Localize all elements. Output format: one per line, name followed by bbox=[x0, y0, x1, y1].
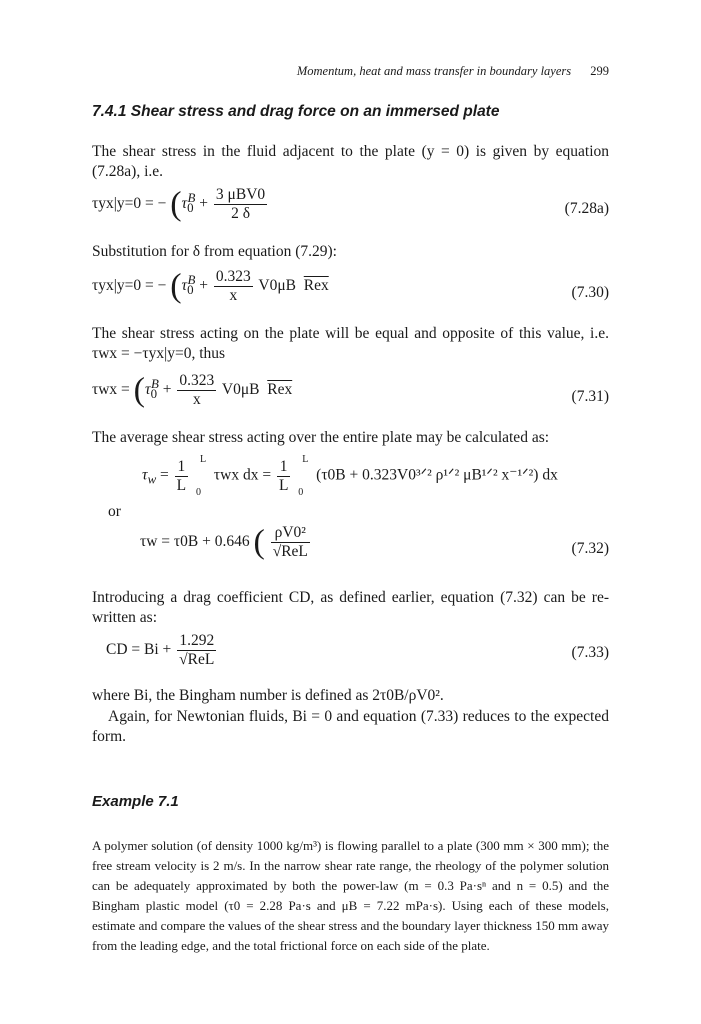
eqavg-L-2: L bbox=[278, 476, 289, 494]
eqavg-one-1: 1 bbox=[177, 457, 186, 475]
equation-7-30 bbox=[92, 268, 609, 314]
eq731-lhs: τwx = bbox=[92, 381, 130, 399]
example-title: Example 7.1 bbox=[92, 793, 179, 810]
equation-number-7-32: (7.32) bbox=[571, 540, 609, 557]
eq733-denominator: √ReL bbox=[179, 651, 215, 668]
eq731-fraction bbox=[177, 372, 216, 409]
eq728a-lhs: τyx|y=0 = − bbox=[92, 195, 167, 213]
eqavg-L-1: L bbox=[176, 476, 187, 494]
eq731-numerator: 0.323 bbox=[179, 372, 215, 389]
eq730-fraction bbox=[214, 268, 253, 305]
eq731-reynolds: $\overline{Rex}$ bbox=[267, 381, 293, 399]
running-title: Momentum, heat and mass transfer in boundary layers bbox=[296, 64, 572, 78]
eqavg-middle: τwx dx = bbox=[213, 466, 272, 484]
eq732-fraction bbox=[271, 524, 310, 561]
equation-number-7-28a: (7.28a) bbox=[564, 200, 609, 217]
equation-7-32 bbox=[92, 524, 609, 576]
eq730-numerator: 0.323 bbox=[215, 268, 251, 285]
eq730-reynolds: $\overline{Rex}$ bbox=[303, 277, 329, 295]
paragraph-6: where Bi, the Bingham number is defined as 2τ0B/ρV0². bbox=[92, 687, 444, 704]
eq732-numerator: ρV0² bbox=[274, 524, 306, 541]
eq728a-denominator: 2 δ bbox=[214, 204, 267, 223]
eq730-denominator: x bbox=[214, 286, 253, 305]
eq732-denominator: √ReL bbox=[272, 543, 308, 560]
eqavg-lower-2: 0 bbox=[298, 487, 304, 498]
running-header bbox=[92, 64, 609, 82]
eq728a-fraction bbox=[214, 186, 267, 223]
equation-7-33-body bbox=[106, 632, 218, 669]
eqavg-lower-1: 0 bbox=[196, 487, 202, 498]
section-title: 7.4.1 Shear stress and drag force on an immersed plate bbox=[92, 103, 500, 120]
equation-7-31-body: $\tau wx = (\tau_0^B$ + $\frac{0.323}{x}$ V0μB $\overline{Rex}$ bbox=[92, 371, 293, 409]
eq732-lhs: τw = τ0B + 0.646 bbox=[140, 533, 250, 551]
eq733-fraction bbox=[177, 632, 216, 669]
paragraph-1: The shear stress in the fluid adjacent to the plate (y = 0) is given by equation (7.28a), i.e. bbox=[92, 143, 609, 180]
paragraph-2: Substitution for δ from equation (7.29): bbox=[92, 243, 337, 260]
eqavg-integral-2 bbox=[296, 456, 312, 496]
eqavg-fraction-2 bbox=[277, 458, 290, 495]
paragraph-7: Again, for Newtonian fluids, Bi = 0 and equation (7.33) reduces to the expected form. bbox=[92, 708, 609, 745]
eqavg-upper-2: L bbox=[302, 454, 309, 465]
eqavg-fraction-1 bbox=[175, 458, 188, 495]
equation-number-7-30: (7.30) bbox=[571, 284, 609, 301]
eq733-lhs: CD = Bi + bbox=[106, 641, 172, 659]
equation-number-7-33: (7.33) bbox=[571, 644, 609, 661]
paragraph-5: Introducing a drag coefficient CD, as defined earlier, equation (7.32) can be re-written as: bbox=[92, 589, 609, 626]
paragraph-4: The average shear stress acting over the entire plate may be calculated as: bbox=[92, 429, 550, 446]
eq730-lhs: τyx|y=0 = − bbox=[92, 277, 167, 295]
eqavg-integral-1 bbox=[194, 456, 210, 496]
eq733-numerator: 1.292 bbox=[179, 632, 215, 649]
eq731-tail: V0μB bbox=[221, 381, 260, 399]
eqavg-integrand: (τ0B + 0.323V0³ᐟ² ρ¹ᐟ² μB¹ᐟ² x⁻¹ᐟ²) dx bbox=[316, 466, 558, 484]
eq730-tail: V0μB bbox=[258, 277, 296, 295]
eq731-denominator: x bbox=[177, 390, 216, 409]
equation-average-shear bbox=[92, 456, 609, 504]
equation-7-31 bbox=[92, 372, 609, 418]
or-text: or bbox=[108, 503, 121, 520]
page-number: 299 bbox=[590, 64, 609, 78]
equation-7-28a bbox=[92, 186, 609, 230]
equation-number-7-31: (7.31) bbox=[571, 388, 609, 405]
equation-7-30-body: τyx|y=0 = − ($\tau_0^B$ + $\frac{0.323}{x}$ V0μB $\overline{Rex}$ bbox=[92, 267, 329, 305]
eqavg-upper-1: L bbox=[200, 454, 207, 465]
paragraph-3: The shear stress acting on the plate will be equal and opposite of this value, i.e. τwx = −τyx|y=0, thus bbox=[92, 325, 609, 362]
equation-7-33 bbox=[92, 632, 609, 678]
example-text: A polymer solution (of density 1000 kg/m³) is flowing parallel to a plate (300 mm × 300 mm); the free stream velocity is 2 m/s. In the narrow shear rate range, the rheology of the polymer solution can be adequately approximated by both the power-law (m = 0.3 Pa·sⁿ and n = 0.5) and the Bingham plastic model (τ0 = 2.28 Pa·s and μB = 7.22 mPa·s). Using each of these models, estimate and compare the values of the shear stress and the boundary layer thickness 150 mm away from the leading edge, and the total frictional force on each side of the plate. bbox=[92, 838, 609, 953]
equation-7-32-body: τw = τ0B + 0.646 ( $\frac{\text{ρV0²}}{\text{√ReL}}$ bbox=[140, 523, 308, 561]
eqavg-one-2: 1 bbox=[279, 457, 288, 475]
equation-average-shear-body: $\tau_w$ = $\frac{1}{L}$ L 0 τwx dx = $\frac{1}{L}$ L 0 (τ0B + 0.323V0³ᐟ² ρ¹ᐟ² μB¹ᐟ² x⁻¹ᐟ²) dx bbox=[142, 454, 558, 498]
equation-7-28a-body: τyx|y=0 = − ($\tau_0^B$ + $\frac{\text{3 μBV0}}{2 \delta}$ bbox=[92, 185, 266, 223]
eq728a-numerator: 3 μBV0 bbox=[215, 186, 266, 203]
